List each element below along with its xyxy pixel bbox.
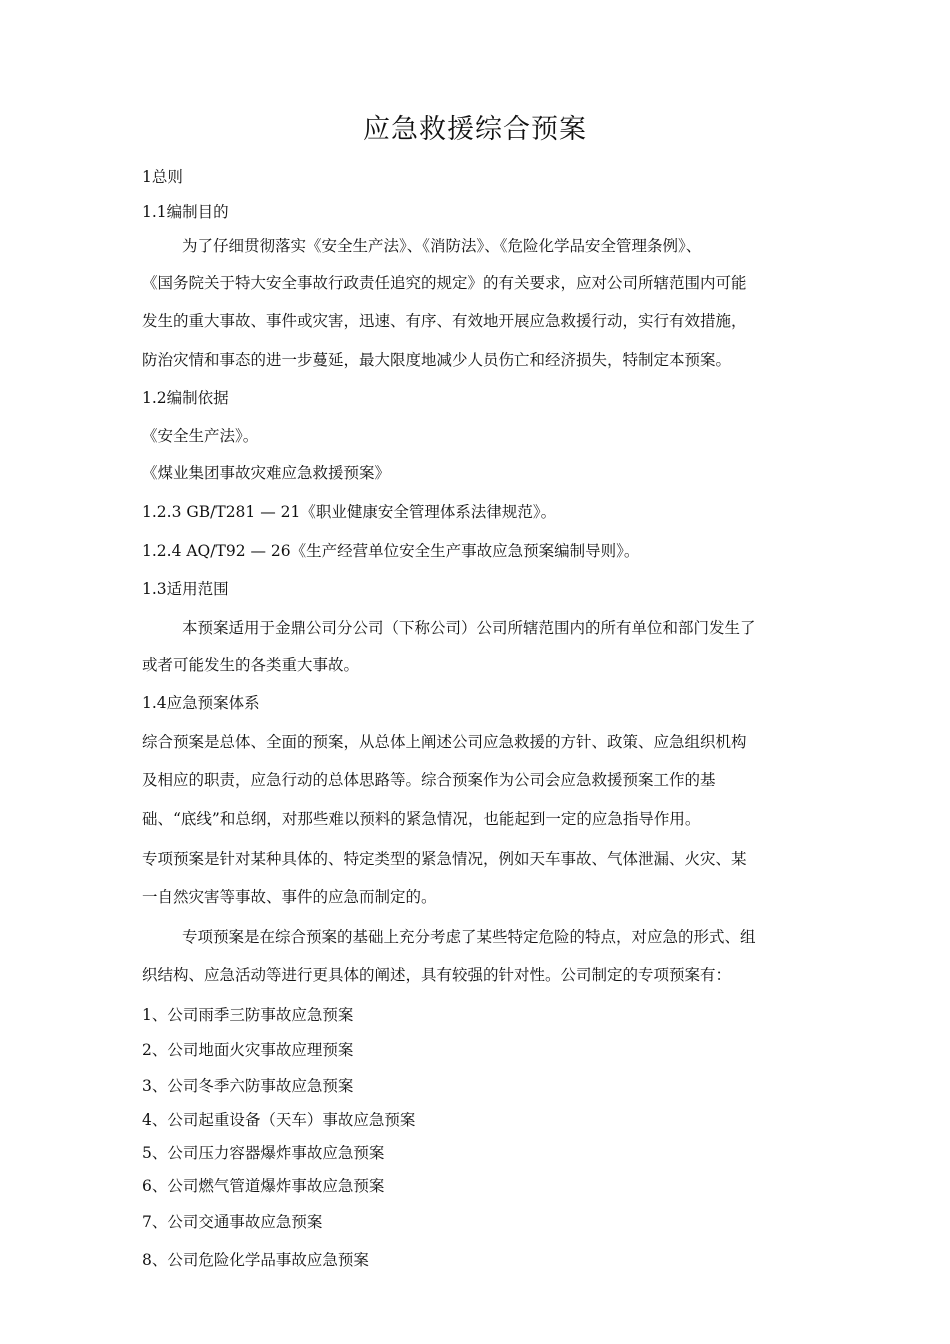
plan-list-item: 7、公司交通事故应急预案 xyxy=(142,1213,323,1231)
document-title: 应急救援综合预案 xyxy=(363,114,587,145)
plan-list-item: 8、公司危险化学品事故应急预案 xyxy=(142,1251,369,1269)
plan-list-item: 2、公司地面火灾事故应理预案 xyxy=(142,1041,354,1059)
reference-item: 1.2.3 GB/T281 — 21《职业健康安全管理体系法律规范》。 xyxy=(142,503,557,521)
paragraph-line: 本预案适用于金鼎公司分公司（下称公司）公司所辖范围内的所有单位和部门发生了 xyxy=(182,619,756,637)
reference-item: 《安全生产法》。 xyxy=(142,427,259,445)
paragraph-line: 及相应的职责，应急行动的总体思路等。综合预案作为公司会应急救援预案工作的基 xyxy=(142,771,716,789)
plan-list-item: 1、公司雨季三防事故应急预案 xyxy=(142,1006,354,1024)
paragraph-line: 综合预案是总体、全面的预案，从总体上阐述公司应急救援的方针、政策、应急组织机构 xyxy=(142,733,747,751)
paragraph-line: 一自然灾害等事故、事件的应急而制定的。 xyxy=(142,888,437,906)
paragraph-line: 专项预案是针对某种具体的、特定类型的紧急情况，例如天车事故、气体泄漏、火灾、某 xyxy=(142,850,747,868)
subsection-heading: 1.2编制依据 xyxy=(142,389,229,407)
subsection-heading: 1.3适用范围 xyxy=(142,580,229,598)
paragraph-line: 为了仔细贯彻落实《安全生产法》、《消防法》、《危险化学品安全管理条例》、 xyxy=(182,237,702,255)
plan-list-item: 5、公司压力容器爆炸事故应急预案 xyxy=(142,1144,385,1162)
paragraph-line: 发生的重大事故、事件或灾害，迅速、有序、有效地开展应急救援行动，实行有效措施， xyxy=(142,312,747,330)
reference-item: 《煤业集团事故灾难应急救援预案》 xyxy=(142,464,391,482)
paragraph-line: 专项预案是在综合预案的基础上充分考虑了某些特定危险的特点，对应急的形式、组 xyxy=(182,928,756,946)
plan-list-item: 3、公司冬季六防事故应急预案 xyxy=(142,1077,354,1095)
paragraph-line: 础、“底线”和总纲，对那些难以预料的紧急情况，也能起到一定的应急指导作用。 xyxy=(142,810,701,828)
plan-list-item: 6、公司燃气管道爆炸事故应急预案 xyxy=(142,1177,385,1195)
paragraph-line: 防治灾情和事态的进一步蔓延，最大限度地减少人员伤亡和经济损失，特制定本预案。 xyxy=(142,351,732,369)
subsection-heading: 1.1编制目的 xyxy=(142,203,229,221)
section-heading: 1总则 xyxy=(142,168,183,186)
paragraph-line: 织结构、应急活动等进行更具体的阐述，具有较强的针对性。公司制定的专项预案有： xyxy=(142,966,732,984)
paragraph-line: 或者可能发生的各类重大事故。 xyxy=(142,656,360,674)
paragraph-line: 《国务院关于特大安全事故行政责任追究的规定》的有关要求，应对公司所辖范围内可能 xyxy=(142,274,747,292)
plan-list-item: 4、公司起重设备（天车）事故应急预案 xyxy=(142,1111,416,1129)
reference-item: 1.2.4 AQ/T92 — 26《生产经营单位安全生产事故应急预案编制导则》。 xyxy=(142,542,640,560)
subsection-heading: 1.4应急预案体系 xyxy=(142,694,260,712)
